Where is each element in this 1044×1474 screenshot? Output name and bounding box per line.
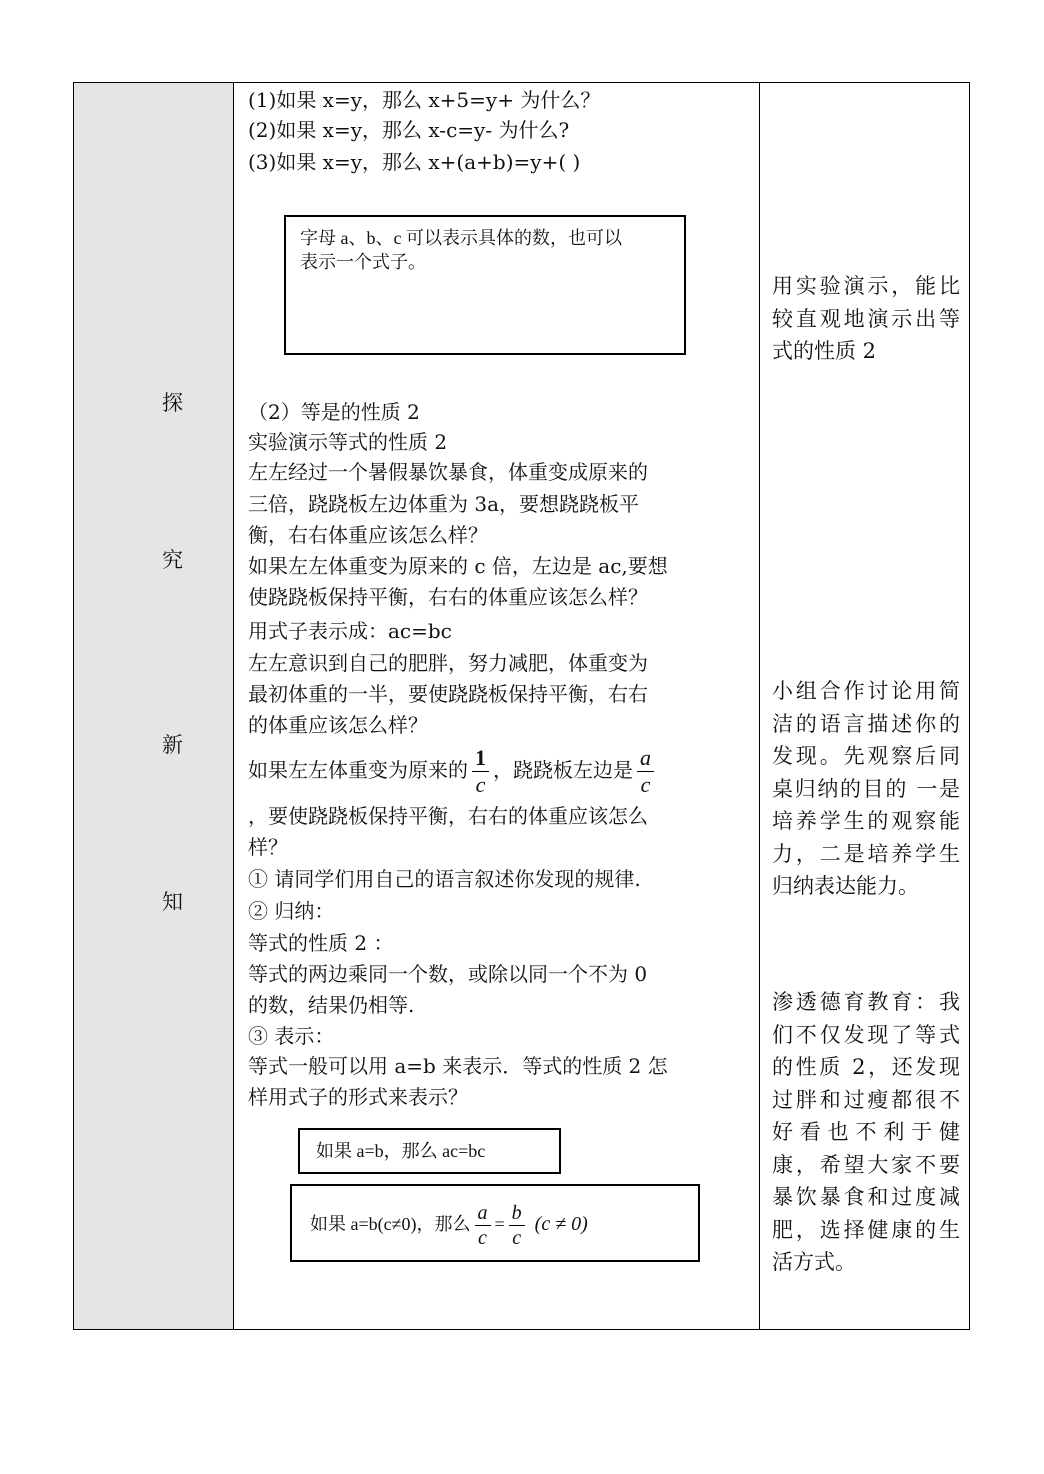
fraction-b-c: $\frac{b}{c}$ [509, 1203, 525, 1248]
note-moral-education: 渗透德育教育：我们不仅发现了等式的性质 2，还发现过胖和过瘦都很不好看也不利于健康，希望大家不要暴饮暴食和过度减肥，选择健康的生活方式。 [772, 990, 960, 1274]
question-2: (2)如果 x=y，那么 x-c=y- 为什么? [248, 118, 570, 142]
fraction-a-over-c: $\frac{a}{c}$ [637, 747, 654, 796]
property-line2: 的数，结果仍相等. [248, 993, 415, 1017]
item-1: ① 请同学们用自己的语言叙述你发现的规律. [248, 867, 641, 891]
fraction-one-over-c: $\frac{1}{c}$ [472, 747, 489, 796]
p1-line1: 左左经过一个暑假暴饮暴食，体重变成原来的 [248, 460, 648, 484]
stage-column [74, 83, 234, 1329]
question-1: (1)如果 x=y，那么 x+5=y+ 为什么？ [248, 88, 601, 112]
box1-line2: 表示一个式子。 [300, 252, 426, 272]
formula-1: 如果 a=b，那么 ac=bc [316, 1141, 486, 1161]
note-group-discussion: 小组合作讨论用简洁的语言描述你的发现。先观察后同桌归纳的目的 一是培养学生的观察能力，二是培养学生归纳表达能力。 [772, 679, 960, 898]
p4-line1: 左左意识到自己的肥胖，努力减肥，体重变为 [248, 651, 648, 675]
rep-line1: 等式一般可以用 a=b 来表示．等式的性质 2 怎 [248, 1054, 668, 1078]
fraction-a-c: $\frac{a}{c}$ [475, 1203, 491, 1248]
demo-line: 实验演示等式的性质 2 [248, 430, 448, 454]
p2-line2: 使跷跷板保持平衡，右右的体重应该怎么样？ [248, 585, 648, 609]
p5-line1 [248, 747, 658, 796]
column-divider [759, 83, 760, 1329]
p5-text-a: 如果左左体重变为原来的 [248, 758, 468, 782]
p4-line3: 的体重应该怎么样？ [248, 713, 428, 737]
p5-line2: ，要使跷跷板保持平衡，右右的体重应该怎么 [248, 804, 648, 828]
lesson-table [73, 82, 970, 1330]
stage-char-2: 究 [162, 548, 183, 572]
formula-2-eq: = [494, 1214, 505, 1234]
note-experiment: 用实验演示，能比较直观地演示出等式的性质 2 [772, 274, 960, 363]
p5-line3: 样？ [248, 835, 288, 859]
formula-box-1 [298, 1128, 561, 1174]
formula-2 [310, 1202, 588, 1248]
item-2: ② 归纳： [248, 899, 335, 923]
property-line1: 等式的两边乘同一个数，或除以同一个不为 0 [248, 962, 648, 986]
formula-box-2 [290, 1184, 700, 1262]
question-3: (3)如果 x=y，那么 x+(a+b)=y+( ) [248, 150, 581, 174]
item-3: ③ 表示： [248, 1024, 335, 1048]
rep-line2: 样用式子的形式来表示？ [248, 1085, 468, 1109]
stage-char-4: 知 [162, 890, 183, 914]
p1-line2: 三倍，跷跷板左边体重为 3a，要想跷跷板平 [248, 492, 640, 516]
letter-note-box [284, 215, 686, 355]
p5-text-b: ，跷跷板左边是 [493, 758, 633, 782]
property-title: 等式的性质 2 ： [248, 931, 394, 955]
p1-line3: 衡，右右体重应该怎么样？ [248, 523, 488, 547]
section-heading: （2）等是的性质 2 [248, 400, 420, 424]
p3-line: 用式子表示成：ac=bc [248, 619, 452, 643]
stage-char-3: 新 [162, 733, 183, 757]
formula-2-prefix: 如果 a=b(c≠0)，那么 [310, 1214, 471, 1234]
p2-line1: 如果左左体重变为原来的 c 倍，左边是 ac,要想 [248, 554, 668, 578]
formula-2-condition: (c ≠ 0) [534, 1213, 588, 1235]
p4-line2: 最初体重的一半，要使跷跷板保持平衡，右右 [248, 682, 648, 706]
box1-line1: 字母 a、b、c 可以表示具体的数，也可以 [300, 228, 622, 248]
stage-char-1: 探 [162, 391, 183, 415]
